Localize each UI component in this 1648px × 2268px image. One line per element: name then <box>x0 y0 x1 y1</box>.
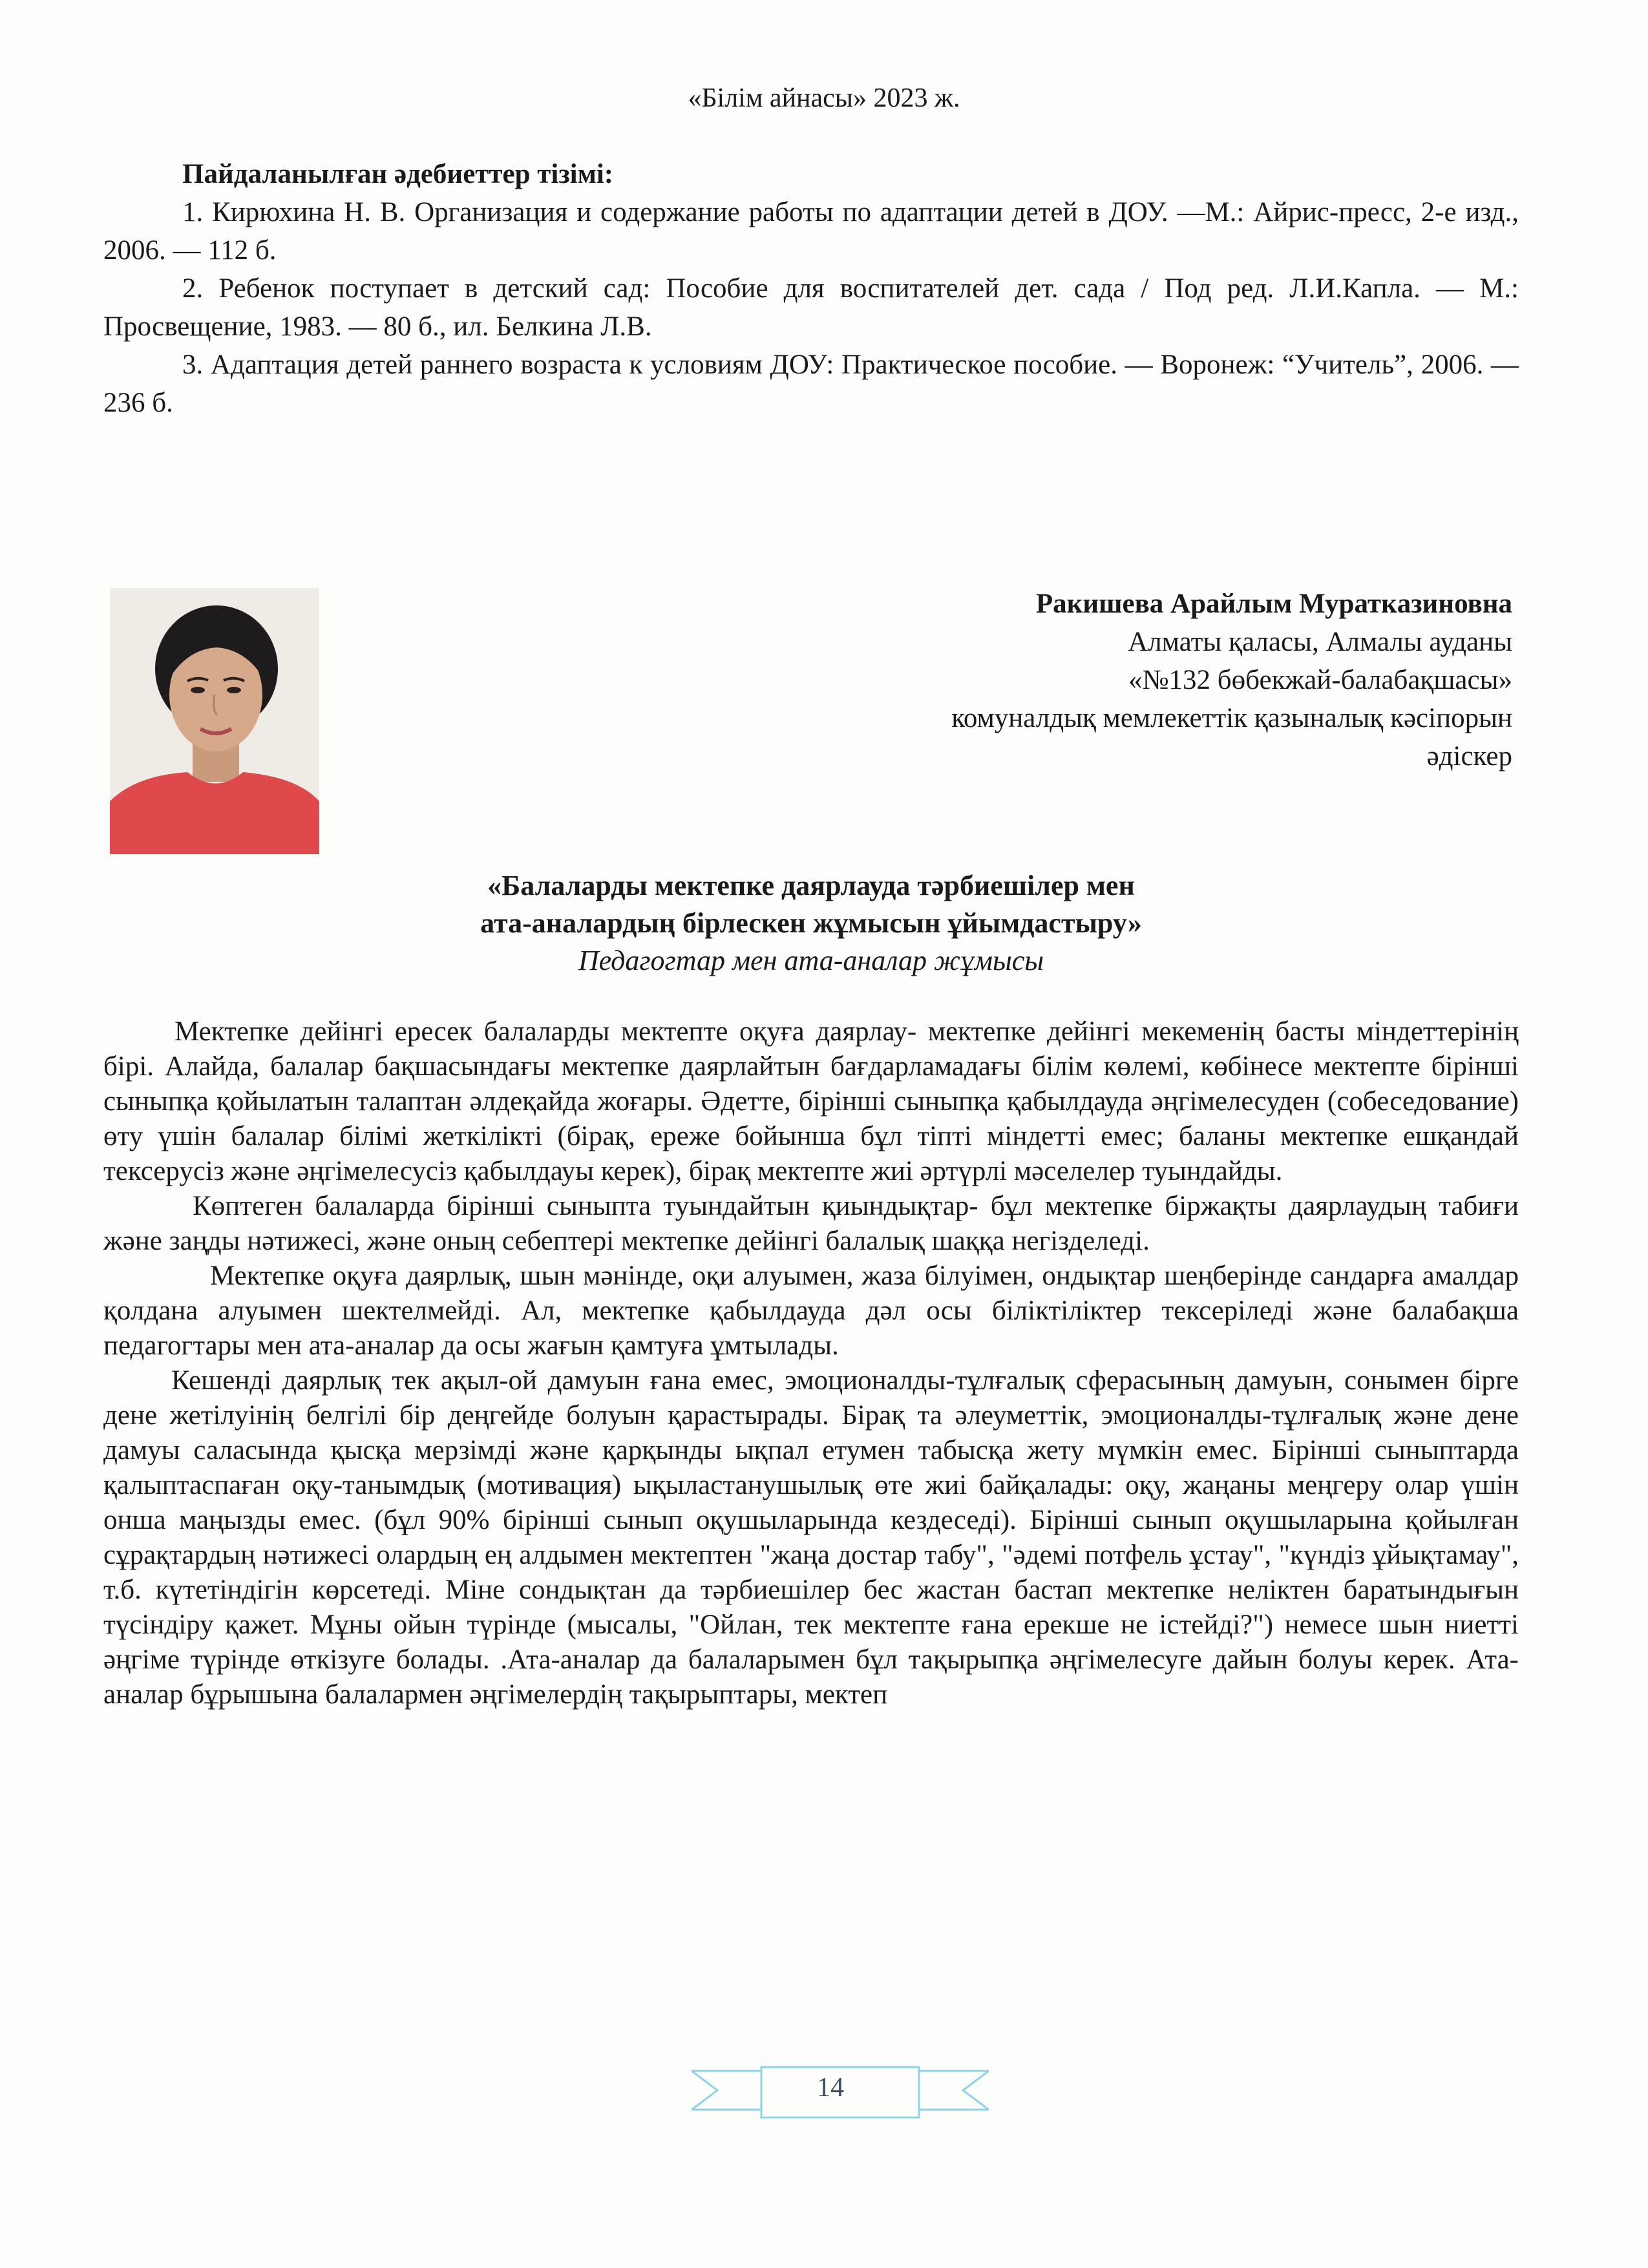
author-organization-type: комуналдық мемлекеттік қазыналық кәсіпорын <box>951 703 1512 733</box>
author-info <box>414 585 1512 775</box>
author-city: Алматы қаласы, Алмалы ауданы <box>1128 627 1512 657</box>
references-title: Пайдаланылған әдебиеттер тізімі: <box>182 159 614 189</box>
body-paragraph: Мектепке оқуға даярлық, шын мәнінде, оқи алуымен, жаза білуімен, ондықтар шеңберінде сандарға амалдар қолдана алуымен шектелмейді. Ал, мектепке қабылдауда дәл осы біліктіліктер тексеріледі және балабақша педагогтары мен ата-аналар да осы жағын қамтуға ұмтылады. <box>103 1261 1519 1361</box>
article-title-line: ата-аналардың бірлескен жұмысын ұйымдастыру» <box>480 907 1142 939</box>
body-paragraph: Көптеген балаларда бірінші сыныпта туындайтын қиындықтар- бұл мектепке біржақты даярлаудың табиғи және заңды нәтижесі, және оның себептері мектепке дейінгі балалық шаққа негізделеді. <box>103 1191 1519 1256</box>
running-header: «Білім айнасы» 2023 ж. <box>688 83 960 113</box>
references-section <box>103 155 1519 422</box>
body-paragraph: Мектепке дейінгі ересек балаларды мектепте оқуға даярлау- мектепке дейінгі мекеменің басты міндеттерінің бірі. Алайда, балалар бақшасындағы мектепке даярлайтын бағдарламадағы білім көлемі, көбінесе мектепте бірінші сыныпқа қойылатын талаптан әлдеқайда жоғары. Әдетте, бірінші сыныпқа қабылдауда әңгімелесуден (собеседование) өту үшін балалар білімі жеткілікті (бірақ, ереже бойынша бұл тіпті міндетті емес; баланы мектепке ешқандай тексерусіз және әңгімелесусіз қабылдауы керек), бірақ мектепте жиі әртүрлі мәселелер туындайды. <box>103 1016 1519 1186</box>
author-photo <box>110 588 319 854</box>
author-organization: «№132 бөбекжай-балабақшасы» <box>1128 665 1512 695</box>
article-subtitle: Педагогтар мен ата-аналар жұмысы <box>578 945 1044 976</box>
article-body <box>103 1014 1519 1712</box>
article-title-block <box>103 867 1519 980</box>
reference-item: 3. Адаптация детей раннего возраста к условиям ДОУ: Практическое пособие. — Воронеж: “Учитель”, 2006. — 236 б. <box>103 350 1519 418</box>
reference-item: 2. Ребенок поступает в детский сад: Пособие для воспитателей дет. сада / Под ред. Л.И.Капла. — М.: Просвещение, 1983. — 80 б., ил. Белкина Л.В. <box>103 273 1519 342</box>
portrait-photo-icon <box>110 588 319 854</box>
author-name: Ракишева Арайлым Мураткaзиновна <box>1035 589 1512 619</box>
body-paragraph: Кешенді даярлық тек ақыл-ой дамуын ғана емес, эмоционалды-тұлғалық сферасының дамуын, сонымен бірге дене жетілуінің белгілі бір деңгейде болуын қарастырады. Бірақ та әлеуметтік, эмоционалды-тұлғалық және дене дамуы саласында қысқа мерзімді және қарқынды ықпал етумен табысқа жету мүмкін емес. Бірінші сыныптарда қалыптаспаған оқу-танымдық (мотивация) ықыластанушылық өте жиі байқалады: оқу, жаңаны меңгеру олар үшін онша маңызды емес. (бұл 90% бірінші сынып оқушыларында кездеседі). Бірінші сынып оқушыларына қойылған сұрақтардың нәтижесі олардың ең алдымен мектептен "жаңа достар табу", "әдемі потфель ұстау", "күндіз ұйықтамау", т.б. күтетіндігін көрсетеді. Міне сондықтан да тәрбиешілер бес жастан бастап мектепке неліктен баратындығын түсіндіру қажет. Мұны ойын түрінде (мысалы, "Ойлан, тек мектепте ғана ерекше не істейді?") немесе шын ниетті әңгіме түрінде өткізуге болады. .Ата-аналар да балаларымен бұл тақырыпқа әңгімелесуге дайын болуы керек. Ата-аналар бұрышына балалармен әңгімелердің тақырыптары, мектеп <box>103 1365 1519 1710</box>
article-title-line: «Балаларды мектепке даярлауда тәрбиешілер мен <box>487 870 1135 901</box>
author-position: әдіскер <box>1426 741 1512 772</box>
reference-item: 1. Кирюхина Н. В. Организация и содержание работы по адаптации детей в ДОУ. —М.: Айрис-пресс, 2-е изд., 2006. — 112 б. <box>103 197 1519 266</box>
page-number: 14 <box>817 2073 844 2103</box>
